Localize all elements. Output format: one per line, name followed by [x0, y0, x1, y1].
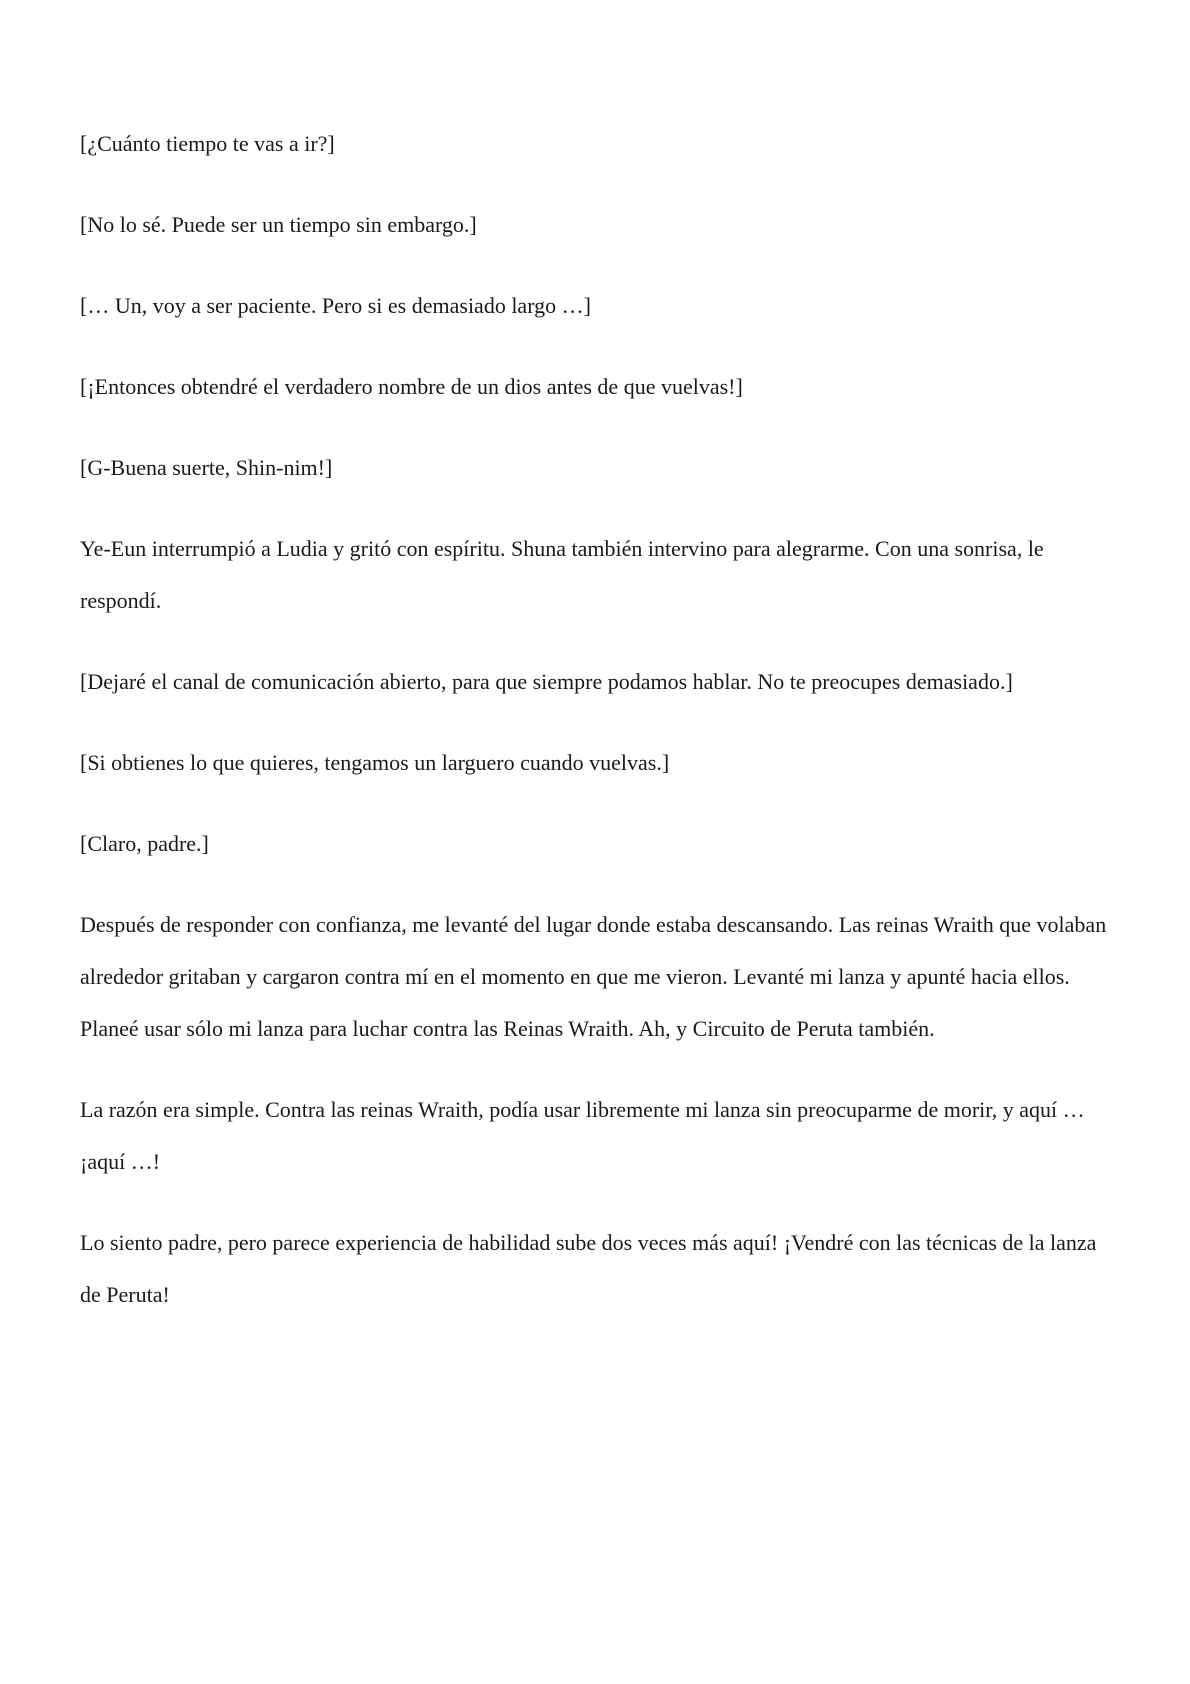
paragraph: [Claro, padre.] — [80, 831, 209, 856]
paragraph: [¡Entonces obtendré el verdadero nombre de un dios antes de que vuelvas!] — [80, 374, 743, 399]
paragraph: [Si obtienes lo que quieres, tengamos un larguero cuando vuelvas.] — [80, 750, 670, 775]
paragraph: [No lo sé. Puede ser un tiempo sin embargo.] — [80, 212, 477, 237]
document-body — [80, 118, 1120, 1350]
paragraph: La razón era simple. Contra las reinas Wraith, podía usar libremente mi lanza sin preocuparme de morir, y aquí … ¡aquí …! — [80, 1097, 1085, 1174]
paragraph: [… Un, voy a ser paciente. Pero si es demasiado largo …] — [80, 293, 591, 318]
paragraph: Después de responder con confianza, me levanté del lugar donde estaba descansando. Las reinas Wraith que volaban alrededor gritaban y cargaron contra mí en el momento en que me vieron. Levanté mi lanza y apunté hacia ellos. Planeé usar sólo mi lanza para luchar contra las Reinas Wraith. Ah, y Circuito de Peruta también. — [80, 912, 1107, 1041]
paragraph: [¿Cuánto tiempo te vas a ir?] — [80, 131, 335, 156]
paragraph: Lo siento padre, pero parece experiencia de habilidad sube dos veces más aquí! ¡Vendré con las técnicas de la lanza de Peruta! — [80, 1230, 1097, 1307]
paragraph: [Dejaré el canal de comunicación abierto, para que siempre podamos hablar. No te preocupes demasiado.] — [80, 669, 1013, 694]
paragraph: [G-Buena suerte, Shin-nim!] — [80, 455, 333, 480]
paragraph: Ye-Eun interrumpió a Ludia y gritó con espíritu. Shuna también intervino para alegrarme. Con una sonrisa, le respondí. — [80, 536, 1044, 613]
